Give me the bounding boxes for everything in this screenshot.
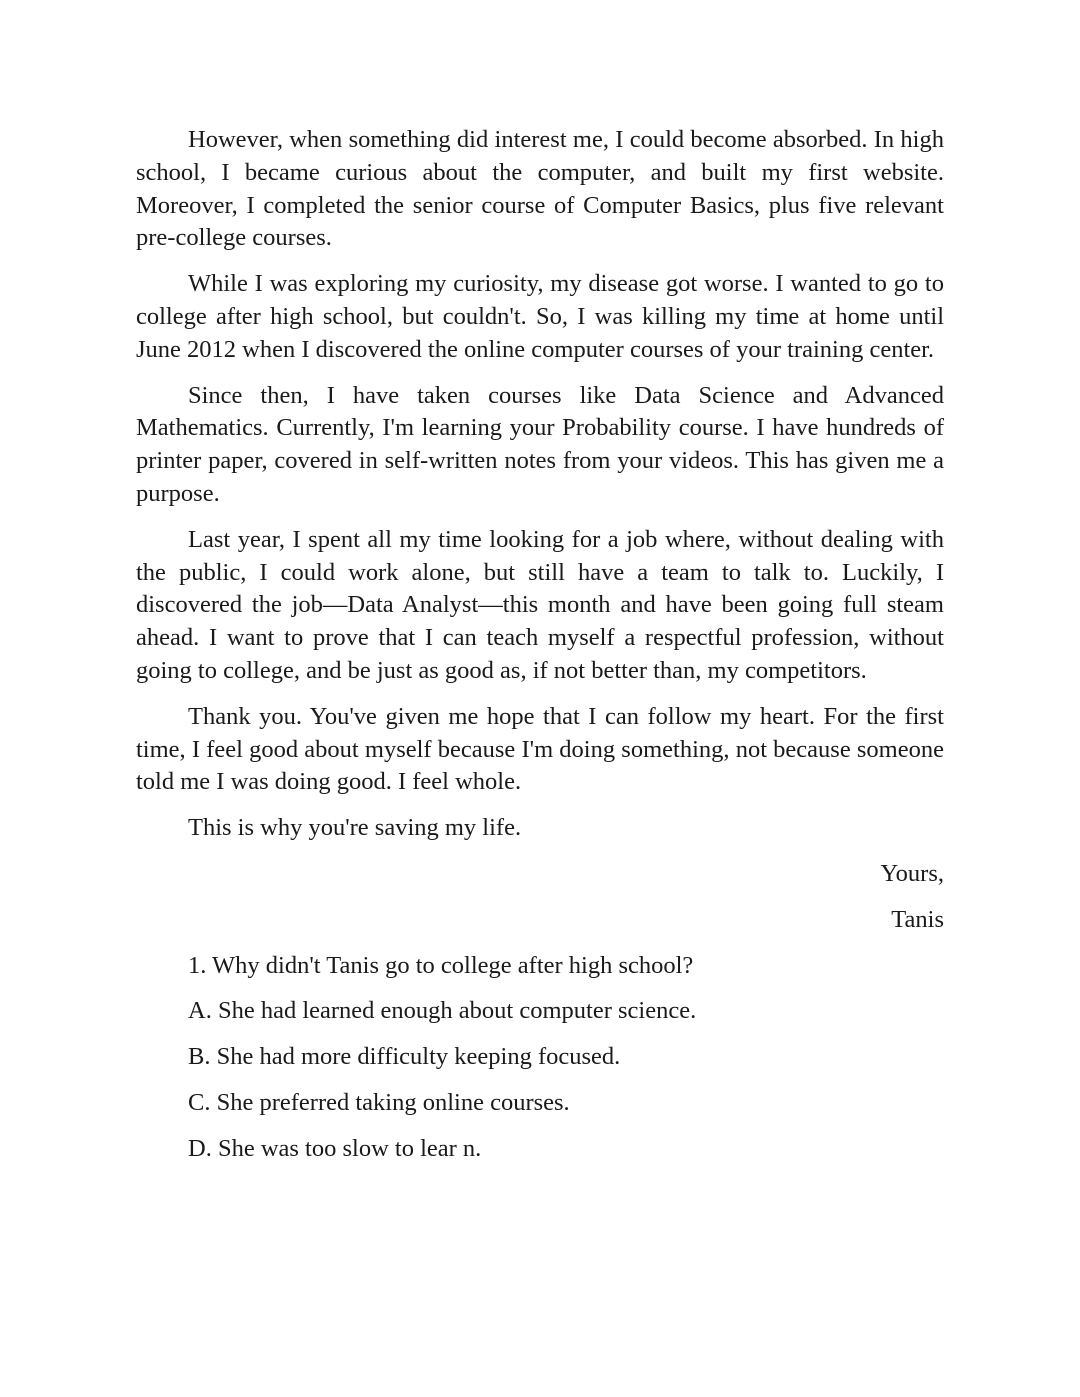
letter-paragraph: While I was exploring my curiosity, my disease got worse. I wanted to go to college after high school, but couldn't. So, I was killing my time at home until June 2012 when I discovered the online computer courses of your training center.: [136, 270, 944, 363]
letter-paragraph: Last year, I spent all my time looking for a job where, without dealing with the public, I could work alone, but still have a team to talk to. Luckily, I discovered the job—Data Analyst—this month and have been going full steam ahead. I want to prove that I can teach myself a respectful profession, without going to college, and be just as good as, if not better than, my competitors.: [136, 525, 944, 684]
answer-option-b: B. She had more difficulty keeping focused.: [188, 1043, 621, 1071]
answer-option-d: D. She was too slow to lear n.: [188, 1134, 482, 1162]
answer-option-a: A. She had learned enough about computer science.: [188, 997, 697, 1025]
letter-paragraph: Thank you. You've given me hope that I can follow my heart. For the first time, I feel good about myself because I'm doing something, not because someone told me I was doing good. I feel whole.: [136, 702, 944, 796]
document-page: [136, 124, 944, 1179]
letter-closing: Yours,: [880, 859, 944, 887]
letter-final-line: This is why you're saving my life.: [188, 814, 522, 842]
question-block: [136, 950, 944, 1166]
letter-signature: Tanis: [891, 905, 944, 933]
question-prompt: 1. Why didn't Tanis go to college after high school?: [188, 951, 694, 979]
letter-paragraph: However, when something did interest me, I could become absorbed. In high school, I became curious about the computer, and built my first website. Moreover, I completed the senior course of Computer Basics, plus five relevant pre-college courses.: [136, 126, 944, 252]
answer-option-c: C. She preferred taking online courses.: [188, 1088, 570, 1116]
letter-paragraph: Since then, I have taken courses like Data Science and Advanced Mathematics. Currently, I'm learning your Probability course. I have hundreds of printer paper, covered in self-written notes from your videos. This has given me a purpose.: [136, 381, 944, 507]
